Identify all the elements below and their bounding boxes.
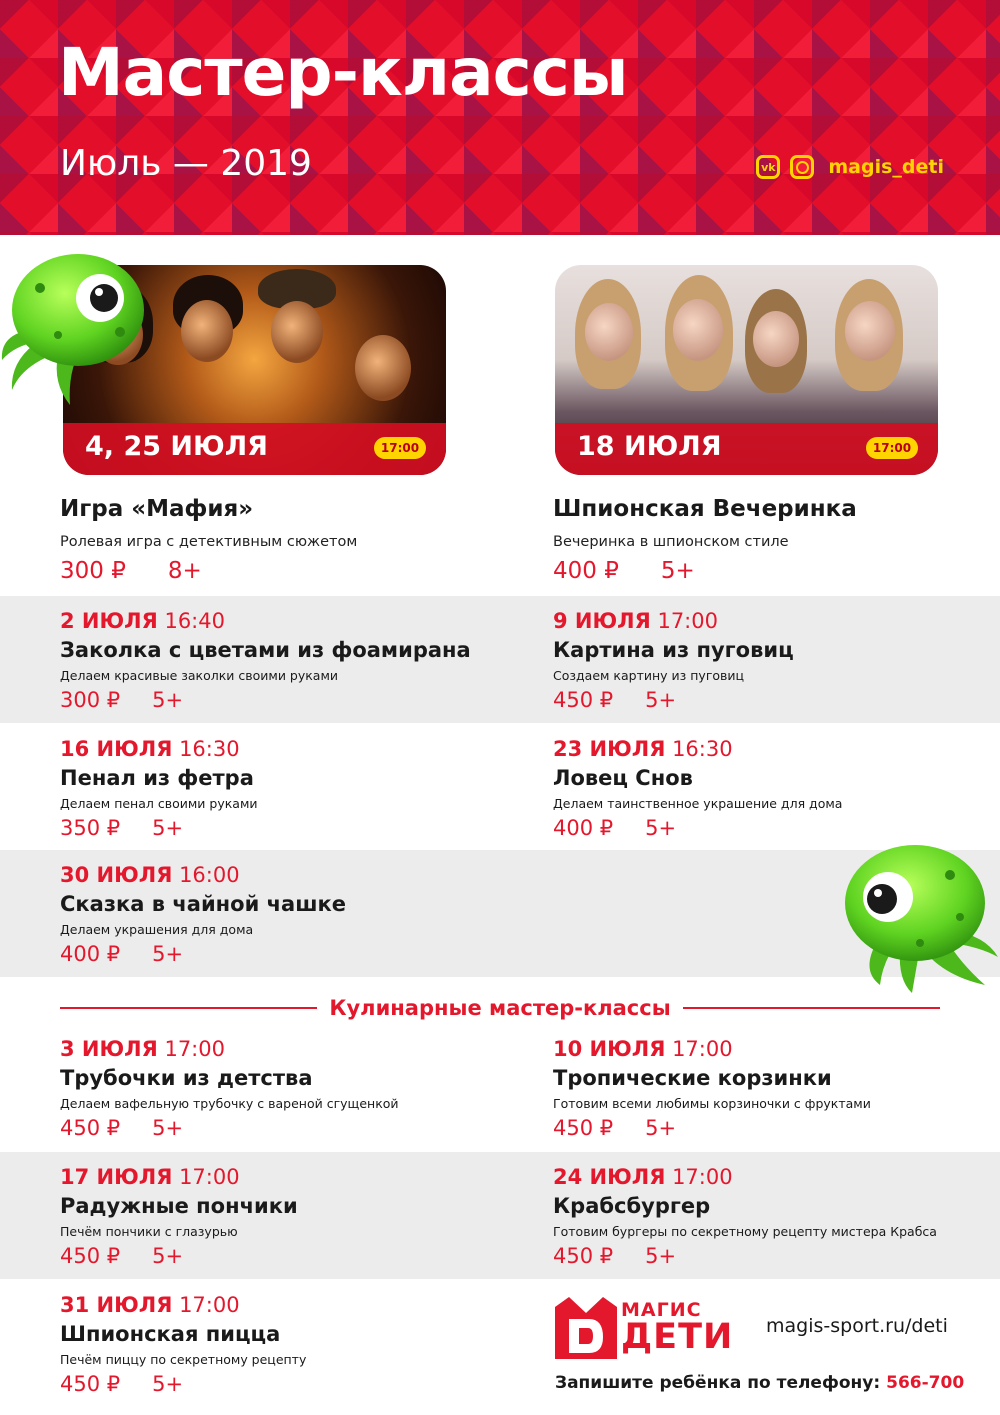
item-date: 24 ИЮЛЯ (553, 1165, 666, 1189)
item-title: Тропические корзинки (553, 1066, 832, 1090)
item-time: 16:30 (672, 737, 733, 761)
logo-brand: МАГИС (621, 1299, 702, 1321)
item-date: 9 ИЮЛЯ (553, 609, 651, 633)
price-row (60, 1114, 480, 1142)
item-date: 23 ИЮЛЯ (553, 737, 666, 761)
item-description: Делаем вафельную трубочку с вареной сгущенкой (60, 1096, 399, 1111)
item-description: Делаем таинственное украшение для дома (553, 796, 843, 811)
item-datetime (553, 1036, 973, 1062)
item-description: Делаем пенал своими руками (60, 796, 258, 811)
time-badge: 17:00 (374, 437, 426, 459)
price-row (60, 1242, 480, 1270)
price-row (60, 558, 480, 584)
item-date: 10 ИЮЛЯ (553, 1037, 666, 1061)
list-item (553, 1036, 973, 1142)
item-date: 17 ИЮЛЯ (60, 1165, 173, 1189)
item-date: 30 ИЮЛЯ (60, 863, 173, 887)
item-title: Радужные пончики (60, 1194, 298, 1218)
item-title: Трубочки из детства (60, 1066, 313, 1090)
item-title: Пенал из фетра (60, 766, 254, 790)
magis-deti-logo[interactable] (555, 1297, 750, 1359)
website-link[interactable]: magis-sport.ru/deti (766, 1315, 948, 1337)
featured-band (555, 423, 938, 475)
item-date: 3 ИЮЛЯ (60, 1037, 158, 1061)
age-limit: 5+ (152, 1244, 184, 1268)
age-limit: 5+ (152, 688, 184, 712)
time-badge: 17:00 (866, 437, 918, 459)
item-title: Картина из пуговиц (553, 638, 794, 662)
list-item (553, 608, 973, 714)
page-subtitle: Июль — 2019 (60, 143, 312, 184)
page-title: Мастер-классы (58, 34, 628, 111)
octopus-mascot-icon (820, 835, 1000, 995)
list-item (60, 736, 480, 842)
featured-title: Шпионская Вечеринка (553, 496, 857, 522)
item-title: Крабсбургер (553, 1194, 711, 1218)
phone-line (555, 1373, 964, 1393)
list-item (60, 1036, 480, 1142)
item-time: 17:00 (672, 1037, 733, 1061)
octopus-mascot-icon (0, 240, 170, 410)
item-time: 16:00 (179, 863, 240, 887)
header-banner (0, 0, 1000, 235)
age-limit: 5+ (645, 1116, 677, 1140)
item-description: Печём пончики с глазурью (60, 1224, 238, 1239)
price: 450 ₽ (60, 1116, 121, 1140)
item-datetime (60, 1164, 480, 1190)
age-limit: 5+ (660, 558, 695, 584)
item-title: Шпионская пицца (60, 1322, 281, 1346)
item-description: Делаем красивые заколки своими руками (60, 668, 339, 683)
item-title: Сказка в чайной чашке (60, 892, 347, 916)
item-title: Заколка с цветами из фоамирана (60, 638, 471, 662)
item-description: Делаем украшения для дома (60, 922, 254, 937)
divider (60, 1007, 317, 1009)
price: 450 ₽ (60, 1244, 121, 1268)
phone-label: Запишите ребёнка по телефону: (555, 1373, 881, 1393)
featured-photo-spy-party (555, 265, 938, 475)
list-item (60, 862, 480, 968)
list-item (60, 1292, 480, 1398)
list-item (60, 608, 480, 714)
logo-text: ДЕТИ (621, 1317, 734, 1357)
age-limit: 5+ (152, 1372, 184, 1396)
item-datetime (60, 608, 480, 634)
featured-date: 18 ИЮЛЯ (577, 431, 722, 462)
item-date: 31 ИЮЛЯ (60, 1293, 173, 1317)
age-limit: 5+ (645, 688, 677, 712)
item-time: 17:00 (179, 1293, 240, 1317)
section-title: Кулинарные мастер-классы (329, 996, 671, 1020)
price: 400 ₽ (60, 942, 121, 966)
item-description: Готовим всеми любимы корзиночки с фруктами (553, 1096, 871, 1111)
age-limit: 5+ (645, 1244, 677, 1268)
item-datetime (553, 736, 973, 762)
age-limit: 5+ (152, 1116, 184, 1140)
list-item (553, 1164, 973, 1270)
price-row (60, 940, 480, 968)
item-datetime (60, 736, 480, 762)
price: 350 ₽ (60, 816, 121, 840)
item-date: 2 ИЮЛЯ (60, 609, 158, 633)
price: 400 ₽ (553, 558, 619, 584)
item-time: 17:00 (657, 609, 718, 633)
culinary-section-heading (60, 993, 940, 1023)
price: 300 ₽ (60, 688, 121, 712)
price-row (553, 1242, 973, 1270)
item-datetime (60, 1292, 480, 1318)
price-row (60, 814, 480, 842)
price: 450 ₽ (553, 1244, 614, 1268)
price: 300 ₽ (60, 558, 126, 584)
age-limit: 8+ (167, 558, 202, 584)
price-row (553, 1114, 973, 1142)
item-description: Печём пиццу по секретному рецепту (60, 1352, 307, 1367)
featured-date: 4, 25 ИЮЛЯ (85, 431, 268, 462)
featured-title: Игра «Мафия» (60, 496, 254, 522)
price-row (553, 686, 973, 714)
featured-description: Вечеринка в шпионском стиле (553, 534, 789, 550)
price: 450 ₽ (60, 1372, 121, 1396)
featured-info (60, 496, 480, 584)
item-description: Готовим бургеры по секретному рецепту мистера Крабса (553, 1224, 937, 1239)
item-title: Ловец Снов (553, 766, 693, 790)
social-links (756, 155, 944, 179)
age-limit: 5+ (152, 942, 184, 966)
logo-mark-icon (555, 1297, 617, 1359)
price-row (553, 558, 973, 584)
item-time: 17:00 (164, 1037, 225, 1061)
item-datetime (60, 862, 480, 888)
item-datetime (60, 1036, 480, 1062)
age-limit: 5+ (152, 816, 184, 840)
item-time: 16:30 (179, 737, 240, 761)
price-row (60, 686, 480, 714)
featured-band (63, 423, 446, 475)
item-time: 17:00 (672, 1165, 733, 1189)
phone-number[interactable]: 566-700 (886, 1373, 965, 1393)
item-datetime (553, 1164, 973, 1190)
social-handle[interactable]: magis_deti (828, 156, 944, 178)
price: 400 ₽ (553, 816, 614, 840)
item-datetime (553, 608, 973, 634)
age-limit: 5+ (645, 816, 677, 840)
list-item (60, 1164, 480, 1270)
vk-icon[interactable]: vk (756, 155, 780, 179)
price: 450 ₽ (553, 1116, 614, 1140)
divider (683, 1007, 940, 1009)
item-time: 16:40 (164, 609, 225, 633)
instagram-icon[interactable] (790, 155, 814, 179)
featured-info (553, 496, 973, 584)
price-row (60, 1370, 480, 1398)
price: 450 ₽ (553, 688, 614, 712)
list-item (553, 736, 973, 842)
featured-description: Ролевая игра с детективным сюжетом (60, 534, 358, 550)
item-date: 16 ИЮЛЯ (60, 737, 173, 761)
item-description: Создаем картину из пуговиц (553, 668, 745, 683)
item-time: 17:00 (179, 1165, 240, 1189)
